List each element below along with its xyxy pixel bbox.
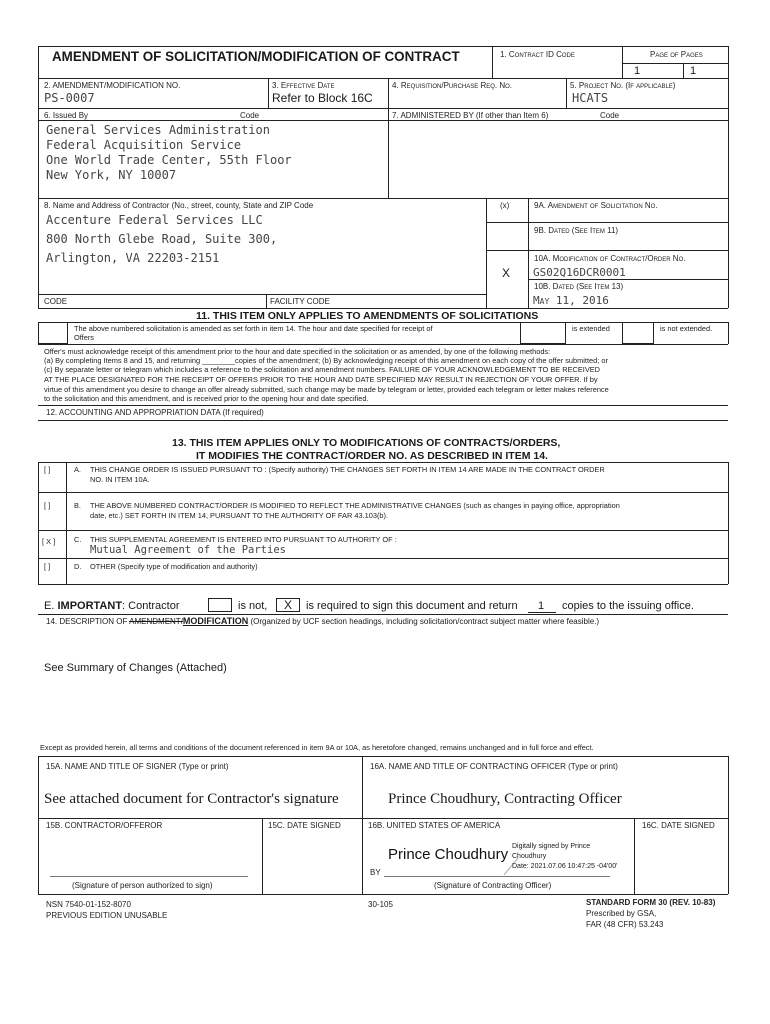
effective-date-label: 3. Effective Date: [272, 81, 335, 90]
is-required-mark: X: [283, 598, 292, 612]
item-11-para: AT THE PLACE DESIGNATED FOR THE RECEIPT OF OFFERS PRIOR TO THE HOUR AND DATE SPECIFIED MAY RESULT IN REJECTION OF YOUR OFFER. If by: [44, 375, 598, 384]
important-prefix: E.: [44, 600, 55, 612]
item-11-para: (a) By completing Items 8 and 15, and returning ________copies of the amendment; (b) By acknowledging receipt of this amendment on each copy of the offer submitted; or: [44, 356, 608, 365]
is-not-label: is not,: [238, 600, 268, 612]
item-11-para: Offer's must acknowledge receipt of this amendment prior to the hour and date specified in the solicitation or as amended, by one of the following methods:: [44, 347, 551, 356]
amendment-no: PS-0007: [44, 91, 95, 105]
far-reference: FAR (48 CFR) 53.243: [586, 920, 664, 929]
item-10b-label: 10B. Dated (See Item 13): [534, 282, 624, 291]
important-text-c: copies to the issuing office.: [562, 600, 694, 612]
15c-label: 15C. DATE SIGNED: [268, 821, 341, 830]
item-9a-label: 9A. Amendment of Solicitation No.: [534, 201, 658, 210]
row-c-letter: C.: [74, 535, 82, 544]
not-extended-label: is not extended.: [660, 324, 713, 333]
16a-value: Prince Choudhury, Contracting Officer: [388, 791, 622, 807]
prescribed-by: Prescribed by GSA,: [586, 909, 657, 918]
page-count: 1: [690, 65, 697, 77]
item-11-line1b: Offers: [74, 333, 94, 342]
important-bold: IMPORTANT: [57, 600, 123, 612]
not-extended-checkbox[interactable]: [622, 322, 654, 344]
signature-person-label: (Signature of person authorized to sign): [72, 881, 213, 890]
item-10a-value: GS02Q16DCR0001: [533, 266, 626, 279]
form-title: AMENDMENT OF SOLICITATION/MODIFICATION OF CONTRACT: [52, 49, 460, 64]
row-c-mark[interactable]: [ X ]: [42, 537, 56, 546]
administered-by-code-label: Code: [600, 111, 620, 120]
16b-label: 16B. UNITED STATES OF AMERICA: [368, 821, 501, 830]
15a-label: 15A. NAME AND TITLE OF SIGNER (Type or print): [46, 762, 229, 771]
digital-signature-line: Digitally signed by Prince: [512, 843, 591, 850]
page-of-pages-label: Page of Pages: [650, 50, 703, 59]
row-d-letter: D.: [74, 562, 82, 571]
extended-checkbox[interactable]: [520, 322, 566, 344]
item-11-line1: The above numbered solicitation is amended as set forth in item 14. The hour and date specified for receipt of: [74, 324, 433, 333]
signature-co-label: (Signature of Contracting Officer): [434, 881, 552, 890]
important-line: [44, 600, 180, 613]
15b-label: 15B. CONTRACTOR/OFFEROR: [46, 821, 163, 830]
project-no-label: 5. Project No. (If applicable): [570, 81, 676, 90]
item-11-para: (c) By separate letter or telegram which includes a reference to the solicitation and amendment numbers. FAILURE OF YOUR ACKNOWLEDGEMENT TO BE RECEIVED: [44, 365, 601, 374]
issued-by-label: 6. Issued By: [44, 111, 89, 120]
copies-value: 1: [538, 600, 545, 612]
is-not-checkbox[interactable]: [208, 598, 232, 612]
row-a-mark[interactable]: [ ]: [44, 465, 51, 474]
facility-code-label: FACILITY CODE: [270, 297, 330, 306]
16a-label: 16A. NAME AND TITLE OF CONTRACTING OFFICER (Type or print): [370, 762, 618, 771]
issued-by-line: New York, NY 10007: [46, 168, 177, 182]
effective-date: Refer to Block 16C: [272, 91, 373, 105]
extended-label: is extended: [572, 324, 610, 333]
important-text-b: is required to sign this document and return: [306, 600, 518, 612]
item-14-label: [46, 617, 599, 626]
item-13-title-2: IT MODIFIES THE CONTRACT/ORDER NO. AS DESCRIBED IN ITEM 14.: [196, 450, 548, 462]
item-10b-value: May 11, 2016: [533, 294, 609, 307]
nsn: NSN 7540-01-152-8070: [46, 900, 131, 909]
contractor-line: Accenture Federal Services LLC: [46, 213, 263, 227]
item-14-struck: AMENDMENT/: [129, 617, 183, 626]
item-9b-label: 9B. Dated (See Item 11): [534, 226, 619, 235]
issued-by-line: Federal Acquisition Service: [46, 138, 242, 152]
item-14-label-c: (Organized by UCF section headings, including solicitation/contract subject matter where feasible.): [250, 617, 600, 626]
item-11-para: virtue of this amendment you desire to change an offer already submitted, such change may be made by telegram or letter, provided each telegram or letter makes reference: [44, 385, 609, 394]
summary-of-changes: See Summary of Changes (Attached): [44, 662, 227, 674]
item-11-checkbox[interactable]: [38, 322, 68, 344]
row-b-text: THE ABOVE NUMBERED CONTRACT/ORDER IS MODIFIED TO REFLECT THE ADMINISTRATIVE CHANGES (such as changes in paying office, appropriation: [90, 501, 620, 510]
item-10a-mark: X: [502, 266, 511, 280]
item-13-title-1: 13. THIS ITEM APPLIES ONLY TO MODIFICATIONS OF CONTRACTS/ORDERS,: [172, 437, 561, 449]
except-clause: Except as provided herein, all terms and conditions of the document referenced in item 9A or 10A, as heretofore changed, remains unchanged and in full force and effect.: [40, 743, 594, 752]
contractor-line: 800 North Glebe Road, Suite 300,: [46, 232, 278, 246]
previous-edition: PREVIOUS EDITION UNUSABLE: [46, 911, 168, 920]
contractor-line: Arlington, VA 22203-2151: [46, 251, 220, 265]
row-a-letter: A.: [74, 465, 81, 474]
item-11-para: to the solicitation and this amendment, and is received prior to the opening hour and date specified.: [44, 394, 369, 403]
requisition-label: 4. Requisition/Purchase Req. No.: [392, 81, 513, 90]
digital-signature-date: Date: 2021.07.06 10:47:25 -04'00': [512, 863, 618, 870]
contract-id-label: 1. Contract ID Code: [500, 50, 575, 59]
accounting-label: 12. ACCOUNTING AND APPROPRIATION DATA (If required): [46, 408, 264, 417]
contractor-label: 8. Name and Address of Contractor (No., street, county, State and ZIP Code: [44, 201, 314, 210]
item-11-title: 11. THIS ITEM ONLY APPLIES TO AMENDMENTS OF SOLICITATIONS: [196, 310, 539, 322]
is-required-checkbox[interactable]: [276, 598, 300, 612]
16c-label: 16C. DATE SIGNED: [642, 821, 715, 830]
administered-by-label: 7. ADMINISTERED BY (If other than Item 6): [392, 111, 549, 120]
important-text-a: : Contractor: [122, 600, 180, 612]
co-signature[interactable]: Prince Choudhury: [388, 846, 509, 863]
row-d-text: OTHER (Specify type of modification and authority): [90, 562, 258, 571]
by-label: BY: [370, 868, 381, 877]
amendment-no-label: 2. AMENDMENT/MODIFICATION NO.: [44, 81, 181, 90]
code-field-label: CODE: [44, 297, 68, 306]
item-14-label-b: MODIFICATION: [182, 616, 249, 626]
issued-by-code-label: Code: [240, 111, 260, 120]
row-d-mark[interactable]: [ ]: [44, 562, 51, 571]
item-10a-label: 10A. Modification of Contract/Order No.: [534, 254, 686, 263]
row-c-text: THIS SUPPLEMENTAL AGREEMENT IS ENTERED INTO PURSUANT TO AUTHORITY OF :: [90, 535, 397, 544]
row-c-authority: Mutual Agreement of the Parties: [90, 544, 286, 556]
row-b-text: date, etc.) SET FORTH IN ITEM 14, PURSUANT TO THE AUTHORITY OF FAR 43.103(b).: [90, 511, 389, 520]
form-number: 30-105: [368, 900, 393, 909]
page-number: 1: [634, 65, 641, 77]
row-a-text: NO. IN ITEM 10A.: [90, 475, 150, 484]
issued-by-line: General Services Administration: [46, 123, 270, 137]
digital-signature-line: Choudhury: [512, 853, 547, 860]
project-no: HCATS: [572, 91, 609, 105]
row-a-text: THIS CHANGE ORDER IS ISSUED PURSUANT TO : (Specify authority) THE CHANGES SET FORTH IN ITEM 14 ARE MADE IN THE CONTRACT ORDER: [90, 465, 605, 474]
item-14-label-a: 14. DESCRIPTION OF: [46, 617, 128, 626]
row-b-mark[interactable]: [ ]: [44, 501, 51, 510]
15a-value: See attached document for Contractor's signature: [44, 791, 339, 807]
issued-by-line: One World Trade Center, 55th Floor: [46, 153, 292, 167]
x-column-label: (x): [500, 201, 510, 210]
standard-form: STANDARD FORM 30 (REV. 10-83): [586, 898, 716, 907]
row-b-letter: B.: [74, 501, 81, 510]
